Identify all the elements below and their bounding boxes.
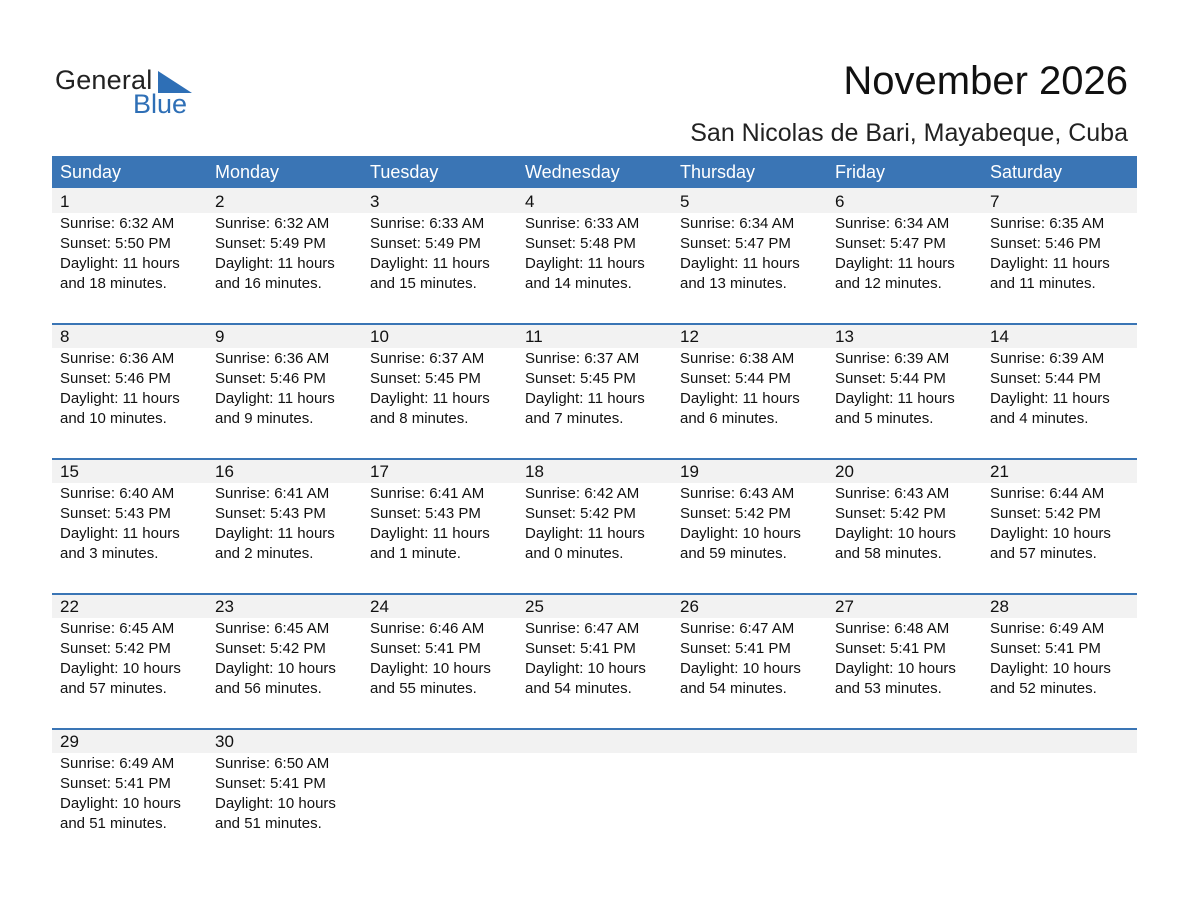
day-info (680, 484, 827, 564)
week-days (52, 458, 1137, 564)
day-info (835, 484, 982, 564)
day-number: 22 (60, 597, 79, 616)
sunrise-time: Sunrise: 6:40 AM (60, 485, 175, 502)
calendar-grid (52, 156, 1137, 863)
daylight-hours: Daylight: 11 hours (525, 390, 645, 407)
sunrise-time: Sunrise: 6:47 AM (525, 620, 640, 637)
daylight-hours: Daylight: 11 hours (525, 255, 645, 272)
day-cell (207, 188, 362, 294)
day-number: 17 (370, 462, 389, 481)
sunset-time: Sunset: 5:50 PM (60, 235, 171, 252)
daylight-minutes: and 15 minutes. (370, 275, 477, 292)
day-cell (362, 593, 517, 699)
day-number: 5 (680, 192, 690, 211)
sunrise-time: Sunrise: 6:37 AM (525, 350, 640, 367)
sunrise-time: Sunrise: 6:43 AM (680, 485, 795, 502)
day-info (60, 619, 207, 699)
sunset-time: Sunset: 5:42 PM (835, 505, 946, 522)
day-info (525, 214, 672, 294)
day-cell (52, 593, 207, 699)
day-cell (827, 728, 982, 834)
day-number: 28 (990, 597, 1009, 616)
day-info (990, 349, 1137, 429)
day-info (525, 484, 672, 564)
day-info (370, 214, 517, 294)
day-info (215, 754, 362, 834)
calendar-week (52, 323, 1137, 458)
sunrise-time: Sunrise: 6:39 AM (990, 350, 1105, 367)
day-number: 11 (525, 327, 543, 346)
day-info (215, 484, 362, 564)
day-info (60, 484, 207, 564)
sunset-time: Sunset: 5:42 PM (60, 640, 171, 657)
day-info (835, 349, 982, 429)
sunrise-time: Sunrise: 6:33 AM (370, 215, 485, 232)
day-cell (827, 458, 982, 564)
daylight-minutes: and 2 minutes. (215, 545, 314, 562)
daylight-minutes: and 57 minutes. (990, 545, 1097, 562)
daylight-minutes: and 0 minutes. (525, 545, 624, 562)
sunrise-time: Sunrise: 6:45 AM (215, 620, 330, 637)
day-cell (672, 323, 827, 429)
sunset-time: Sunset: 5:48 PM (525, 235, 636, 252)
weekday-thursday: Thursday (680, 162, 756, 182)
daylight-minutes: and 51 minutes. (60, 815, 167, 832)
daylight-minutes: and 52 minutes. (990, 680, 1097, 697)
daylight-minutes: and 3 minutes. (60, 545, 159, 562)
day-number: 21 (990, 462, 1009, 481)
day-cell (672, 728, 827, 834)
daylight-hours: Daylight: 10 hours (680, 525, 801, 542)
day-cell (672, 188, 827, 294)
sunrise-time: Sunrise: 6:48 AM (835, 620, 950, 637)
daylight-hours: Daylight: 10 hours (215, 795, 336, 812)
daylight-minutes: and 14 minutes. (525, 275, 632, 292)
day-number: 2 (215, 192, 225, 211)
daylight-hours: Daylight: 11 hours (835, 255, 955, 272)
daylight-hours: Daylight: 10 hours (215, 660, 336, 677)
sunrise-time: Sunrise: 6:49 AM (990, 620, 1105, 637)
daylight-minutes: and 9 minutes. (215, 410, 314, 427)
sunset-time: Sunset: 5:41 PM (60, 775, 171, 792)
daylight-minutes: and 13 minutes. (680, 275, 787, 292)
daylight-minutes: and 58 minutes. (835, 545, 942, 562)
day-number: 3 (370, 192, 380, 211)
day-info (680, 619, 827, 699)
weekday-saturday: Saturday (990, 162, 1063, 182)
day-cell (827, 323, 982, 429)
daylight-minutes: and 12 minutes. (835, 275, 942, 292)
sunset-time: Sunset: 5:41 PM (215, 775, 326, 792)
sunrise-time: Sunrise: 6:41 AM (215, 485, 330, 502)
weekday-wednesday: Wednesday (525, 162, 620, 182)
daylight-hours: Daylight: 11 hours (60, 255, 180, 272)
daylight-minutes: and 4 minutes. (990, 410, 1089, 427)
sunset-time: Sunset: 5:46 PM (60, 370, 171, 387)
sunrise-time: Sunrise: 6:38 AM (680, 350, 795, 367)
sunset-time: Sunset: 5:49 PM (370, 235, 481, 252)
daylight-hours: Daylight: 10 hours (370, 660, 491, 677)
sunset-time: Sunset: 5:42 PM (525, 505, 636, 522)
day-number: 14 (990, 327, 1009, 346)
calendar-week (52, 728, 1137, 863)
day-cell (207, 593, 362, 699)
day-info (370, 619, 517, 699)
daylight-minutes: and 59 minutes. (680, 545, 787, 562)
sunset-time: Sunset: 5:44 PM (835, 370, 946, 387)
day-cell (827, 593, 982, 699)
weekday-tuesday: Tuesday (370, 162, 439, 182)
sunset-time: Sunset: 5:45 PM (370, 370, 481, 387)
daylight-hours: Daylight: 11 hours (370, 390, 490, 407)
day-cell (827, 188, 982, 294)
day-number: 23 (215, 597, 234, 616)
day-number (525, 732, 672, 751)
daylight-minutes: and 54 minutes. (525, 680, 632, 697)
day-info (990, 619, 1137, 699)
daylight-minutes: and 7 minutes. (525, 410, 624, 427)
daylight-minutes: and 51 minutes. (215, 815, 322, 832)
day-cell (517, 728, 672, 834)
daylight-hours: Daylight: 11 hours (215, 255, 335, 272)
daylight-hours: Daylight: 11 hours (990, 390, 1110, 407)
day-number: 24 (370, 597, 389, 616)
sunset-time: Sunset: 5:41 PM (370, 640, 481, 657)
daylight-minutes: and 8 minutes. (370, 410, 469, 427)
day-info (215, 349, 362, 429)
sunset-time: Sunset: 5:43 PM (370, 505, 481, 522)
sunset-time: Sunset: 5:43 PM (215, 505, 326, 522)
weekday-friday: Friday (835, 162, 886, 182)
daylight-hours: Daylight: 11 hours (215, 525, 335, 542)
week-days (52, 728, 1137, 834)
day-cell (362, 728, 517, 834)
day-number: 12 (680, 327, 699, 346)
calendar-week (52, 458, 1137, 593)
daylight-minutes: and 16 minutes. (215, 275, 322, 292)
sunset-time: Sunset: 5:49 PM (215, 235, 326, 252)
page-title: November 2026 (843, 59, 1128, 103)
day-number: 8 (60, 327, 70, 346)
day-number: 20 (835, 462, 854, 481)
daylight-minutes: and 55 minutes. (370, 680, 477, 697)
calendar-weeks (52, 188, 1137, 863)
day-cell (982, 188, 1137, 294)
day-number: 6 (835, 192, 845, 211)
location-subtitle: San Nicolas de Bari, Mayabeque, Cuba (690, 119, 1128, 147)
sunset-time: Sunset: 5:41 PM (835, 640, 946, 657)
daylight-hours: Daylight: 11 hours (370, 255, 490, 272)
sunset-time: Sunset: 5:42 PM (680, 505, 791, 522)
daylight-minutes: and 5 minutes. (835, 410, 934, 427)
day-number: 4 (525, 192, 535, 211)
sunrise-time: Sunrise: 6:37 AM (370, 350, 485, 367)
day-cell (52, 323, 207, 429)
logo (55, 64, 205, 120)
day-number: 10 (370, 327, 389, 346)
daylight-minutes: and 1 minute. (370, 545, 461, 562)
logo-word-blue: Blue (133, 89, 188, 119)
sunset-time: Sunset: 5:46 PM (215, 370, 326, 387)
day-cell (52, 188, 207, 294)
weekday-header (52, 156, 1137, 188)
daylight-hours: Daylight: 10 hours (60, 660, 181, 677)
daylight-minutes: and 18 minutes. (60, 275, 167, 292)
daylight-hours: Daylight: 10 hours (990, 660, 1111, 677)
daylight-hours: Daylight: 11 hours (370, 525, 490, 542)
day-cell (672, 593, 827, 699)
sunset-time: Sunset: 5:42 PM (215, 640, 326, 657)
day-number (680, 732, 827, 751)
day-number: 13 (835, 327, 854, 346)
day-number: 27 (835, 597, 854, 616)
sunset-time: Sunset: 5:45 PM (525, 370, 636, 387)
day-cell (52, 458, 207, 564)
day-cell (982, 458, 1137, 564)
sunrise-time: Sunrise: 6:34 AM (835, 215, 950, 232)
day-info (680, 214, 827, 294)
daylight-hours: Daylight: 11 hours (835, 390, 955, 407)
sunset-time: Sunset: 5:44 PM (680, 370, 791, 387)
day-cell (982, 728, 1137, 834)
weekday-monday: Monday (215, 162, 280, 182)
sunset-time: Sunset: 5:47 PM (835, 235, 946, 252)
sunrise-time: Sunrise: 6:45 AM (60, 620, 175, 637)
sunrise-time: Sunrise: 6:32 AM (60, 215, 175, 232)
day-info (835, 619, 982, 699)
day-number (990, 732, 1137, 751)
day-info (990, 484, 1137, 564)
day-cell (672, 458, 827, 564)
day-info (680, 349, 827, 429)
day-cell (517, 188, 672, 294)
sunrise-time: Sunrise: 6:49 AM (60, 755, 175, 772)
day-info (370, 484, 517, 564)
day-number: 16 (215, 462, 234, 481)
day-cell (207, 458, 362, 564)
sunrise-time: Sunrise: 6:35 AM (990, 215, 1105, 232)
sunrise-time: Sunrise: 6:47 AM (680, 620, 795, 637)
daylight-minutes: and 56 minutes. (215, 680, 322, 697)
day-info (835, 214, 982, 294)
day-info (215, 214, 362, 294)
sunset-time: Sunset: 5:41 PM (990, 640, 1101, 657)
day-info (60, 754, 207, 834)
sunrise-time: Sunrise: 6:50 AM (215, 755, 330, 772)
day-number (370, 732, 517, 751)
week-days (52, 323, 1137, 429)
day-number: 7 (990, 192, 1000, 211)
sunset-time: Sunset: 5:42 PM (990, 505, 1101, 522)
sunset-time: Sunset: 5:41 PM (680, 640, 791, 657)
sunrise-time: Sunrise: 6:36 AM (60, 350, 175, 367)
daylight-hours: Daylight: 11 hours (990, 255, 1110, 272)
day-info (60, 349, 207, 429)
sunrise-time: Sunrise: 6:44 AM (990, 485, 1105, 502)
sunset-time: Sunset: 5:41 PM (525, 640, 636, 657)
day-cell (982, 323, 1137, 429)
day-cell (207, 728, 362, 834)
day-number: 1 (60, 192, 70, 211)
day-info (370, 349, 517, 429)
daylight-hours: Daylight: 11 hours (60, 390, 180, 407)
sunrise-time: Sunrise: 6:34 AM (680, 215, 795, 232)
day-info (990, 214, 1137, 294)
day-cell (362, 458, 517, 564)
daylight-hours: Daylight: 10 hours (835, 660, 956, 677)
calendar-week (52, 188, 1137, 323)
day-number: 18 (525, 462, 544, 481)
day-cell (517, 593, 672, 699)
daylight-hours: Daylight: 11 hours (60, 525, 180, 542)
daylight-hours: Daylight: 10 hours (680, 660, 801, 677)
daylight-minutes: and 53 minutes. (835, 680, 942, 697)
day-number: 29 (60, 732, 79, 751)
day-cell (52, 728, 207, 834)
day-info (60, 214, 207, 294)
sunset-time: Sunset: 5:44 PM (990, 370, 1101, 387)
day-cell (517, 458, 672, 564)
day-info (525, 349, 672, 429)
week-days (52, 593, 1137, 699)
day-cell (362, 188, 517, 294)
day-number (835, 732, 982, 751)
daylight-minutes: and 6 minutes. (680, 410, 779, 427)
day-info (525, 619, 672, 699)
day-number: 25 (525, 597, 544, 616)
day-info (215, 619, 362, 699)
day-number: 9 (215, 327, 225, 346)
sunrise-time: Sunrise: 6:39 AM (835, 350, 950, 367)
weekday-sunday: Sunday (60, 162, 122, 182)
sunset-time: Sunset: 5:47 PM (680, 235, 791, 252)
daylight-hours: Daylight: 10 hours (990, 525, 1111, 542)
daylight-minutes: and 10 minutes. (60, 410, 167, 427)
day-number: 19 (680, 462, 699, 481)
sunset-time: Sunset: 5:43 PM (60, 505, 171, 522)
daylight-minutes: and 57 minutes. (60, 680, 167, 697)
daylight-hours: Daylight: 10 hours (60, 795, 181, 812)
sunrise-time: Sunrise: 6:32 AM (215, 215, 330, 232)
sunrise-time: Sunrise: 6:36 AM (215, 350, 330, 367)
sunrise-time: Sunrise: 6:42 AM (525, 485, 640, 502)
day-number: 30 (215, 732, 234, 751)
calendar-week (52, 593, 1137, 728)
daylight-hours: Daylight: 11 hours (215, 390, 335, 407)
logo-word-general: General (55, 65, 153, 95)
daylight-hours: Daylight: 11 hours (680, 255, 800, 272)
sunrise-time: Sunrise: 6:33 AM (525, 215, 640, 232)
sunset-time: Sunset: 5:46 PM (990, 235, 1101, 252)
daylight-hours: Daylight: 10 hours (835, 525, 956, 542)
sunrise-time: Sunrise: 6:46 AM (370, 620, 485, 637)
day-cell (517, 323, 672, 429)
day-cell (207, 323, 362, 429)
daylight-hours: Daylight: 10 hours (525, 660, 646, 677)
sunrise-time: Sunrise: 6:41 AM (370, 485, 485, 502)
day-number: 15 (60, 462, 79, 481)
day-number: 26 (680, 597, 699, 616)
daylight-minutes: and 11 minutes. (990, 275, 1096, 292)
daylight-hours: Daylight: 11 hours (680, 390, 800, 407)
sunrise-time: Sunrise: 6:43 AM (835, 485, 950, 502)
day-cell (982, 593, 1137, 699)
week-days (52, 188, 1137, 294)
daylight-minutes: and 54 minutes. (680, 680, 787, 697)
day-cell (362, 323, 517, 429)
daylight-hours: Daylight: 11 hours (525, 525, 645, 542)
